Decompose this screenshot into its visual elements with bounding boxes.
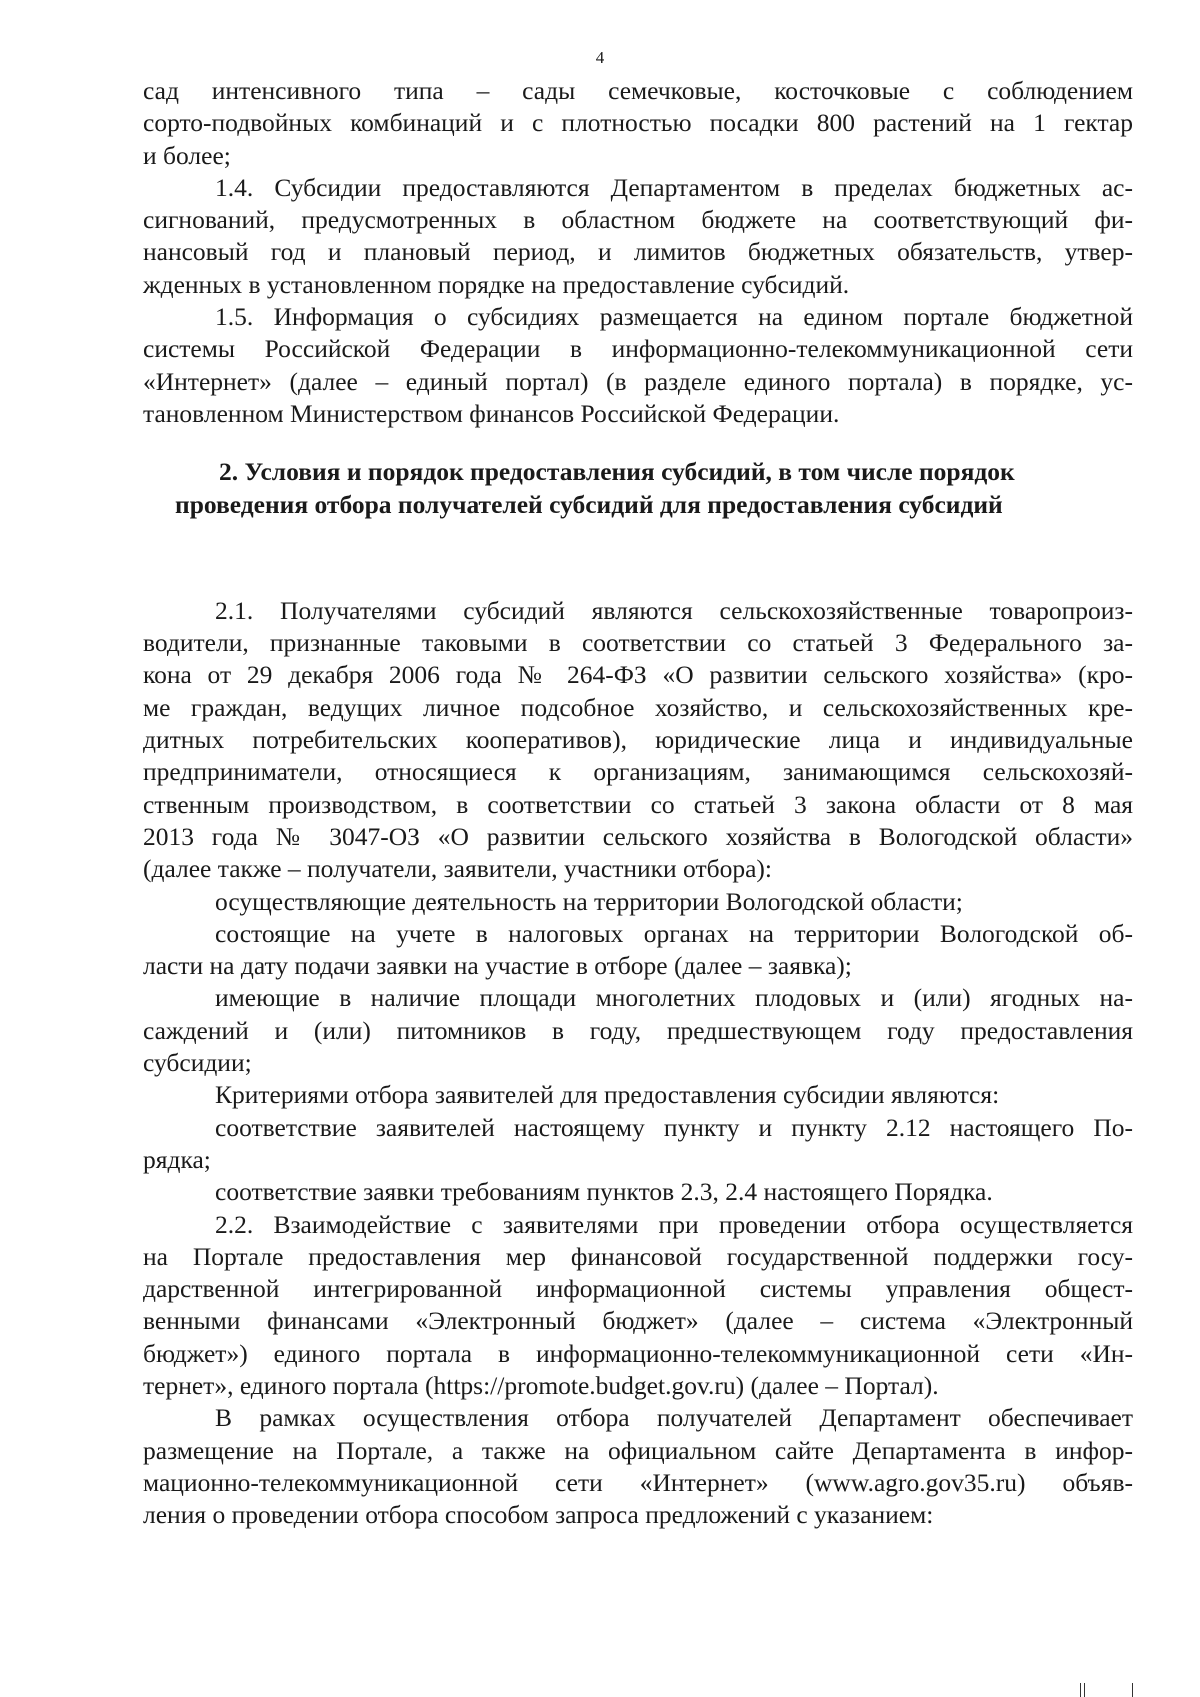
text-line: и более; [143, 140, 231, 170]
text-line: соответствие заявки требованиям пунктов 2.3, 2.4 настоящего Порядка. [215, 1177, 993, 1207]
intro-paragraph [143, 75, 1133, 172]
text-line: саждений и (или) питомников в году, предшествующем году предоставления [143, 1015, 1133, 1045]
text-line: на Портале предоставления мер финансовой государственной поддержки госу- [143, 1241, 1133, 1271]
text-line: нансовый год и плановый период, и лимитов бюджетных обязательств, утвер- [143, 237, 1133, 267]
criteria-a [143, 886, 1133, 918]
heading-line: проведения отбора получателей субсидий для предоставления субсидий [175, 489, 1003, 519]
text-line: дитных потребительских кооперативов), юридические лица и индивидуальные [143, 725, 1133, 755]
text-line: системы Российской Федерации в информационно-телекоммуникационной сети [143, 334, 1133, 364]
paragraph-final [143, 1402, 1133, 1531]
text-line: 2.1. Получателями субсидий являются сельскохозяйственные товаропроиз- [215, 595, 1133, 625]
text-line: состоящие на учете в налоговых органах на территории Вологодской об- [215, 918, 1133, 948]
text-line: мационно-телекоммуникационной сети «Интернет» (www.agro.gov35.ru) объяв- [143, 1467, 1133, 1497]
text-line: предприниматели, относящиеся к организациям, занимающимся сельскохозяй- [143, 757, 1133, 787]
heading-line: 2. Условия и порядок предоставления субсидий, в том числе порядок [219, 457, 1015, 487]
text-line: Критериями отбора заявителей для предоставления субсидии являются: [215, 1080, 1000, 1110]
selection-criteria-a [143, 1112, 1133, 1177]
text-line: тановленном Министерством финансов Российской Федерации. [143, 398, 840, 428]
text-line: 1.5. Информация о субсидиях размещается на едином портале бюджетной [215, 302, 1133, 332]
selection-criteria-b [143, 1176, 1133, 1208]
section-heading [143, 456, 1133, 521]
text-line: рядка; [143, 1144, 211, 1174]
text-line: сигнований, предусмотренных в областном бюджете на соответствующий фи- [143, 205, 1133, 235]
text-line: размещение на Портале, а также на официальном сайте Департамента в инфор- [143, 1435, 1133, 1465]
text-line: венными финансами «Электронный бюджет» (далее – система «Электронный [143, 1306, 1133, 1336]
criteria-b [143, 918, 1133, 983]
text-line: осуществляющие деятельность на территории Вологодской области; [215, 886, 963, 916]
scan-mark [1132, 1683, 1133, 1697]
scan-mark [1084, 1683, 1085, 1697]
text-line: жденных в установленном порядке на предоставление субсидий. [143, 269, 850, 299]
paragraph-1-4 [143, 172, 1133, 301]
text-line: кона от 29 декабря 2006 года № 264-ФЗ «О развитии сельского хозяйства» (кро- [143, 660, 1133, 690]
text-line: соответствие заявителей настоящему пункту и пункту 2.12 настоящего По- [215, 1112, 1133, 1142]
text-line: имеющие в наличие площади многолетних плодовых и (или) ягодных на- [215, 983, 1133, 1013]
selection-criteria-title [143, 1079, 1133, 1111]
text-line: сорто-подвойных комбинаций и с плотностью посадки 800 растений на 1 гектар [143, 108, 1133, 138]
document-body [143, 75, 1133, 1531]
text-line: тернет», единого портала (https://promote.budget.gov.ru) (далее – Портал). [143, 1370, 939, 1400]
text-line: 2013 года № 3047-ОЗ «О развитии сельского хозяйства в Вологодской области» [143, 821, 1133, 851]
text-line: «Интернет» (далее – единый портал) (в разделе единого портала) в порядке, ус- [143, 366, 1133, 396]
text-line: В рамках осуществления отбора получателей Департамент обеспечивает [215, 1403, 1133, 1433]
text-line: ственным производством, в соответствии со статьей 3 закона области от 8 мая [143, 789, 1133, 819]
text-line: сад интенсивного типа – сады семечковые, косточковые с соблюдением [143, 76, 1133, 105]
scan-corner-marks [1040, 1681, 1140, 1697]
text-line: ласти на дату подачи заявки на участие в отборе (далее – заявка); [143, 951, 852, 981]
scan-mark [1080, 1683, 1081, 1697]
text-line: 2.2. Взаимодействие с заявителями при проведении отбора осуществляется [215, 1209, 1133, 1239]
criteria-c [143, 982, 1133, 1079]
paragraph-2-2 [143, 1209, 1133, 1403]
text-line: ления о проведении отбора способом запроса предложений с указанием: [143, 1500, 934, 1530]
paragraph-1-5 [143, 301, 1133, 430]
page-number: 4 [595, 48, 605, 67]
text-line: субсидии; [143, 1048, 252, 1078]
paragraph-2-1 [143, 595, 1133, 886]
text-line: бюджет») единого портала в информационно-телекоммуникационной сети «Ин- [143, 1338, 1133, 1368]
text-line: (далее также – получатели, заявители, участники отбора): [143, 854, 772, 884]
text-line: ме граждан, ведущих личное подсобное хозяйство, и сельскохозяйственных кре- [143, 692, 1133, 722]
text-line: водители, признанные таковыми в соответствии со статьей 3 Федерального за- [143, 628, 1133, 658]
text-line: 1.4. Субсидии предоставляются Департаментом в пределах бюджетных ас- [215, 172, 1133, 202]
text-line: дарственной интегрированной информационной системы управления общест- [143, 1274, 1133, 1304]
